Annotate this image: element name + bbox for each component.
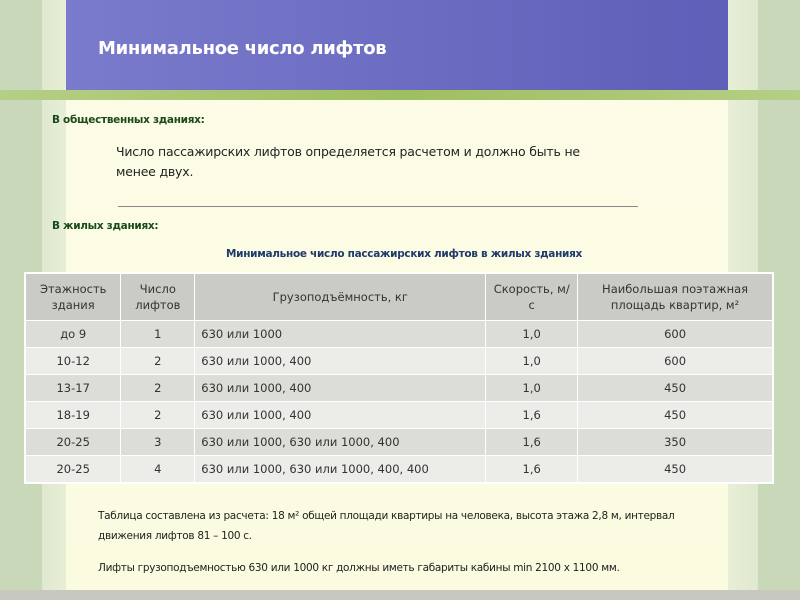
header-lift-count: Число лифтов (121, 273, 195, 321)
cell-lift-count: 4 (121, 456, 195, 484)
cell-area: 450 (578, 402, 773, 429)
cell-capacity: 630 или 1000, 630 или 1000, 400, 400 (195, 456, 486, 484)
cell-speed: 1,0 (486, 321, 578, 348)
cell-floors: 18-19 (25, 402, 121, 429)
cell-capacity: 630 или 1000, 630 или 1000, 400 (195, 429, 486, 456)
cell-area: 450 (578, 456, 773, 484)
header-floors: Этажность здания (25, 273, 121, 321)
table-row (25, 321, 773, 348)
cell-speed: 1,6 (486, 429, 578, 456)
cell-floors: 10-12 (25, 348, 121, 375)
cabin-size-note: Лифты грузоподъемностью 630 или 1000 кг должны иметь габариты кабины min 2100 х 1100 мм. (98, 562, 620, 574)
lifts-table (24, 272, 774, 484)
cell-floors: 20-25 (25, 456, 121, 484)
cell-area: 450 (578, 375, 773, 402)
cell-lift-count: 1 (121, 321, 195, 348)
cell-speed: 1,6 (486, 402, 578, 429)
cell-lift-count: 2 (121, 348, 195, 375)
cell-floors: до 9 (25, 321, 121, 348)
page-title: Минимальное число лифтов (98, 38, 387, 59)
cell-lift-count: 2 (121, 402, 195, 429)
public-buildings-label: В общественных зданиях: (52, 114, 205, 126)
calculation-note: Таблица составлена из расчета: 18 м² общей площади квартиры на человека, высота этажа 2,8 м, интервал движения лифтов 81 – 100 с. (98, 510, 675, 542)
cell-floors: 13-17 (25, 375, 121, 402)
table-caption: Минимальное число пассажирских лифтов в жилых зданиях (226, 248, 583, 260)
cell-area: 350 (578, 429, 773, 456)
table-row (25, 348, 773, 375)
header-area: Наибольшая поэтажная площадь квартир, м² (578, 273, 773, 321)
cell-area: 600 (578, 348, 773, 375)
bottom-bar (0, 590, 800, 600)
cell-capacity: 630 или 1000 (195, 321, 486, 348)
table-row (25, 375, 773, 402)
divider-line (118, 206, 638, 207)
header-capacity: Грузоподъёмность, кг (195, 273, 486, 321)
cell-floors: 20-25 (25, 429, 121, 456)
residential-buildings-label: В жилых зданиях: (52, 220, 159, 232)
cell-lift-count: 3 (121, 429, 195, 456)
table-row (25, 456, 773, 484)
header-speed: Скорость, м/с (486, 273, 578, 321)
cell-area: 600 (578, 321, 773, 348)
cell-lift-count: 2 (121, 375, 195, 402)
table-row (25, 429, 773, 456)
cell-capacity: 630 или 1000, 400 (195, 348, 486, 375)
cell-speed: 1,0 (486, 348, 578, 375)
cell-speed: 1,0 (486, 375, 578, 402)
table-header-row (25, 273, 773, 321)
accent-bar (0, 90, 800, 100)
cell-capacity: 630 или 1000, 400 (195, 402, 486, 429)
cell-capacity: 630 или 1000, 400 (195, 375, 486, 402)
public-buildings-text: Число пассажирских лифтов определяется расчетом и должно быть не менее двух. (116, 144, 580, 179)
table-row (25, 402, 773, 429)
cell-speed: 1,6 (486, 456, 578, 484)
